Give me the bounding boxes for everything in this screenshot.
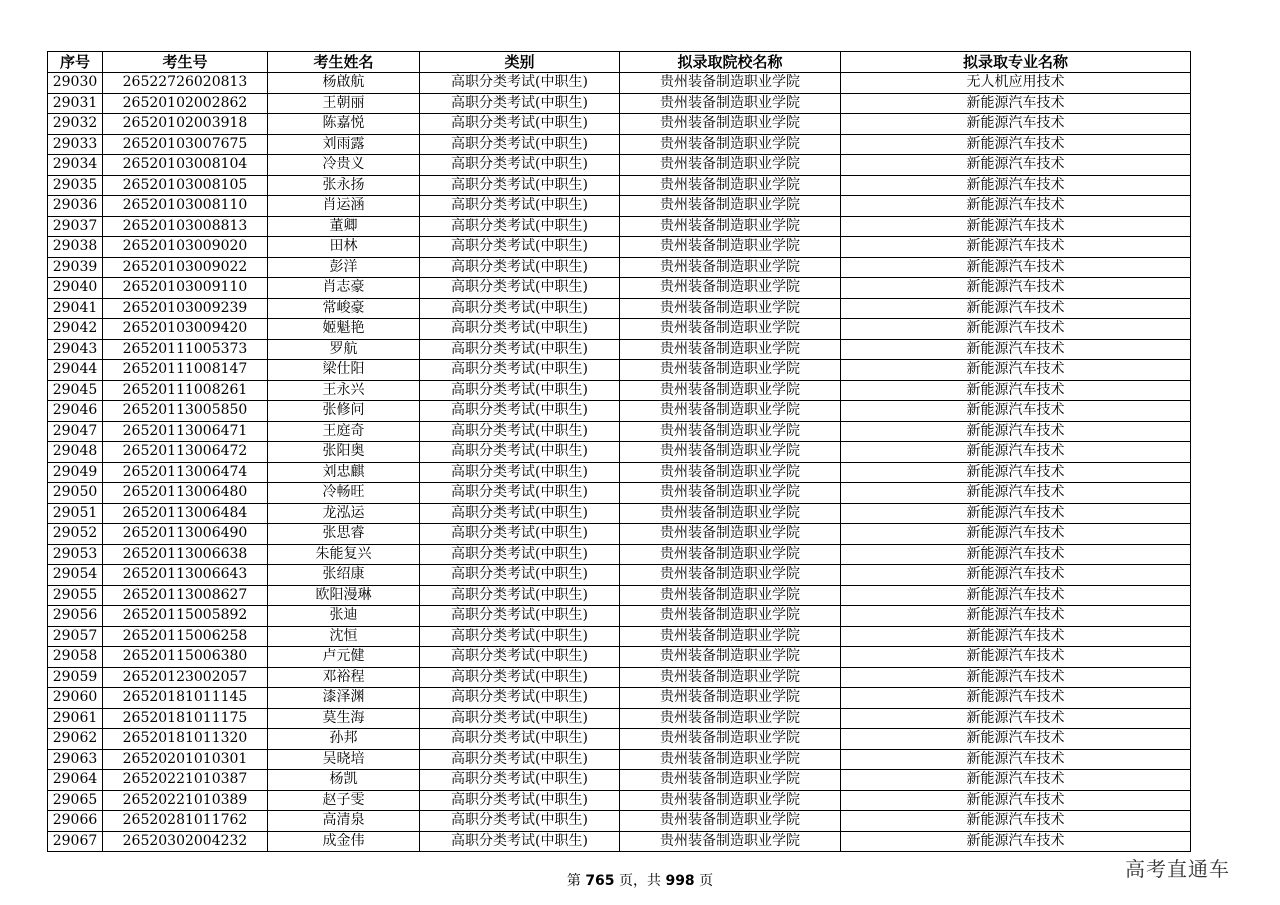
footer-suffix: 页 <box>699 873 714 889</box>
serial-cell: 29054 <box>48 565 103 586</box>
school-name-cell: 贵州装备制造职业学院 <box>620 790 841 811</box>
school-name-cell: 贵州装备制造职业学院 <box>620 565 841 586</box>
table-row <box>48 155 1191 176</box>
student-name-cell: 张修问 <box>268 401 420 422</box>
admission-table <box>47 51 1191 852</box>
school-name-cell: 贵州装备制造职业学院 <box>620 831 841 852</box>
exam-number-cell: 26520115006258 <box>103 626 268 647</box>
student-name-cell: 陈嘉悦 <box>268 114 420 135</box>
serial-cell: 29045 <box>48 380 103 401</box>
school-name-cell: 贵州装备制造职业学院 <box>620 811 841 832</box>
serial-cell: 29046 <box>48 401 103 422</box>
exam-number-cell: 26520103008110 <box>103 196 268 217</box>
exam-number-cell: 26520113006490 <box>103 524 268 545</box>
student-name-cell: 彭洋 <box>268 257 420 278</box>
student-name-cell: 沈恒 <box>268 626 420 647</box>
student-name-cell: 高清泉 <box>268 811 420 832</box>
major-name-cell: 新能源汽车技术 <box>841 360 1191 381</box>
major-name-cell: 新能源汽车技术 <box>841 770 1191 791</box>
exam-number-cell: 26520103008105 <box>103 175 268 196</box>
school-name-cell: 贵州装备制造职业学院 <box>620 134 841 155</box>
student-name-cell: 卢元健 <box>268 647 420 668</box>
category-cell: 高职分类考试(中职生) <box>420 688 620 709</box>
serial-cell: 29062 <box>48 729 103 750</box>
student-name-cell: 漆泽渊 <box>268 688 420 709</box>
table-row <box>48 462 1191 483</box>
header-student-name: 考生姓名 <box>268 52 420 73</box>
student-name-cell: 冷畅旺 <box>268 483 420 504</box>
major-name-cell: 新能源汽车技术 <box>841 729 1191 750</box>
major-name-cell: 新能源汽车技术 <box>841 319 1191 340</box>
table-row <box>48 503 1191 524</box>
major-name-cell: 新能源汽车技术 <box>841 339 1191 360</box>
student-name-cell: 王庭奇 <box>268 421 420 442</box>
table-row <box>48 647 1191 668</box>
exam-number-cell: 26520103009020 <box>103 237 268 258</box>
school-name-cell: 贵州装备制造职业学院 <box>620 257 841 278</box>
table-header-row <box>48 52 1191 73</box>
serial-cell: 29043 <box>48 339 103 360</box>
major-name-cell: 新能源汽车技术 <box>841 585 1191 606</box>
serial-cell: 29063 <box>48 749 103 770</box>
school-name-cell: 贵州装备制造职业学院 <box>620 155 841 176</box>
serial-cell: 29032 <box>48 114 103 135</box>
school-name-cell: 贵州装备制造职业学院 <box>620 524 841 545</box>
exam-number-cell: 26520181011175 <box>103 708 268 729</box>
student-name-cell: 朱能复兴 <box>268 544 420 565</box>
category-cell: 高职分类考试(中职生) <box>420 360 620 381</box>
serial-cell: 29031 <box>48 93 103 114</box>
table-row <box>48 257 1191 278</box>
table-row <box>48 667 1191 688</box>
category-cell: 高职分类考试(中职生) <box>420 503 620 524</box>
table-row <box>48 442 1191 463</box>
category-cell: 高职分类考试(中职生) <box>420 831 620 852</box>
school-name-cell: 贵州装备制造职业学院 <box>620 175 841 196</box>
header-school-name: 拟录取院校名称 <box>620 52 841 73</box>
major-name-cell: 新能源汽车技术 <box>841 811 1191 832</box>
category-cell: 高职分类考试(中职生) <box>420 585 620 606</box>
student-name-cell: 孙邦 <box>268 729 420 750</box>
student-name-cell: 邓裕程 <box>268 667 420 688</box>
serial-cell: 29047 <box>48 421 103 442</box>
table-row <box>48 708 1191 729</box>
table-row <box>48 831 1191 852</box>
major-name-cell: 新能源汽车技术 <box>841 606 1191 627</box>
major-name-cell: 无人机应用技术 <box>841 73 1191 94</box>
exam-number-cell: 26520181011320 <box>103 729 268 750</box>
serial-cell: 29036 <box>48 196 103 217</box>
header-exam-number: 考生号 <box>103 52 268 73</box>
serial-cell: 29034 <box>48 155 103 176</box>
exam-number-cell: 26520115006380 <box>103 647 268 668</box>
category-cell: 高职分类考试(中职生) <box>420 708 620 729</box>
table-row <box>48 544 1191 565</box>
exam-number-cell: 26520102003918 <box>103 114 268 135</box>
header-category: 类别 <box>420 52 620 73</box>
major-name-cell: 新能源汽车技术 <box>841 421 1191 442</box>
serial-cell: 29041 <box>48 298 103 319</box>
serial-cell: 29039 <box>48 257 103 278</box>
category-cell: 高职分类考试(中职生) <box>420 565 620 586</box>
table-row <box>48 688 1191 709</box>
table-row <box>48 134 1191 155</box>
exam-number-cell: 26520111008261 <box>103 380 268 401</box>
exam-number-cell: 26520115005892 <box>103 606 268 627</box>
school-name-cell: 贵州装备制造职业学院 <box>620 462 841 483</box>
student-name-cell: 张迪 <box>268 606 420 627</box>
table-row <box>48 319 1191 340</box>
school-name-cell: 贵州装备制造职业学院 <box>620 770 841 791</box>
exam-number-cell: 26520113006480 <box>103 483 268 504</box>
serial-cell: 29050 <box>48 483 103 504</box>
category-cell: 高职分类考试(中职生) <box>420 278 620 299</box>
exam-number-cell: 26520113005850 <box>103 401 268 422</box>
student-name-cell: 王朝丽 <box>268 93 420 114</box>
school-name-cell: 贵州装备制造职业学院 <box>620 278 841 299</box>
exam-number-cell: 26520102002862 <box>103 93 268 114</box>
major-name-cell: 新能源汽车技术 <box>841 708 1191 729</box>
major-name-cell: 新能源汽车技术 <box>841 462 1191 483</box>
category-cell: 高职分类考试(中职生) <box>420 257 620 278</box>
category-cell: 高职分类考试(中职生) <box>420 442 620 463</box>
table-row <box>48 196 1191 217</box>
exam-number-cell: 26520113006474 <box>103 462 268 483</box>
category-cell: 高职分类考试(中职生) <box>420 647 620 668</box>
category-cell: 高职分类考试(中职生) <box>420 319 620 340</box>
serial-cell: 29061 <box>48 708 103 729</box>
school-name-cell: 贵州装备制造职业学院 <box>620 708 841 729</box>
major-name-cell: 新能源汽车技术 <box>841 196 1191 217</box>
student-name-cell: 赵子雯 <box>268 790 420 811</box>
table-row <box>48 380 1191 401</box>
category-cell: 高职分类考试(中职生) <box>420 216 620 237</box>
school-name-cell: 贵州装备制造职业学院 <box>620 749 841 770</box>
school-name-cell: 贵州装备制造职业学院 <box>620 647 841 668</box>
exam-number-cell: 26520111005373 <box>103 339 268 360</box>
table-row <box>48 729 1191 750</box>
school-name-cell: 贵州装备制造职业学院 <box>620 442 841 463</box>
exam-number-cell: 26522726020813 <box>103 73 268 94</box>
category-cell: 高职分类考试(中职生) <box>420 667 620 688</box>
table-row <box>48 749 1191 770</box>
student-name-cell: 张阳奥 <box>268 442 420 463</box>
serial-cell: 29067 <box>48 831 103 852</box>
major-name-cell: 新能源汽车技术 <box>841 114 1191 135</box>
table-row <box>48 175 1191 196</box>
school-name-cell: 贵州装备制造职业学院 <box>620 237 841 258</box>
major-name-cell: 新能源汽车技术 <box>841 667 1191 688</box>
major-name-cell: 新能源汽车技术 <box>841 790 1191 811</box>
table-row <box>48 626 1191 647</box>
school-name-cell: 贵州装备制造职业学院 <box>620 380 841 401</box>
table-row <box>48 237 1191 258</box>
serial-cell: 29044 <box>48 360 103 381</box>
category-cell: 高职分类考试(中职生) <box>420 483 620 504</box>
table-row <box>48 93 1191 114</box>
exam-number-cell: 26520111008147 <box>103 360 268 381</box>
header-serial: 序号 <box>48 52 103 73</box>
student-name-cell: 刘忠麒 <box>268 462 420 483</box>
exam-number-cell: 26520103009239 <box>103 298 268 319</box>
category-cell: 高职分类考试(中职生) <box>420 544 620 565</box>
major-name-cell: 新能源汽车技术 <box>841 442 1191 463</box>
exam-number-cell: 26520103007675 <box>103 134 268 155</box>
table-row <box>48 483 1191 504</box>
table-row <box>48 585 1191 606</box>
school-name-cell: 贵州装备制造职业学院 <box>620 339 841 360</box>
serial-cell: 29065 <box>48 790 103 811</box>
major-name-cell: 新能源汽车技术 <box>841 565 1191 586</box>
major-name-cell: 新能源汽车技术 <box>841 688 1191 709</box>
student-name-cell: 王永兴 <box>268 380 420 401</box>
school-name-cell: 贵州装备制造职业学院 <box>620 93 841 114</box>
major-name-cell: 新能源汽车技术 <box>841 216 1191 237</box>
school-name-cell: 贵州装备制造职业学院 <box>620 298 841 319</box>
serial-cell: 29035 <box>48 175 103 196</box>
major-name-cell: 新能源汽车技术 <box>841 237 1191 258</box>
student-name-cell: 董卿 <box>268 216 420 237</box>
category-cell: 高职分类考试(中职生) <box>420 298 620 319</box>
serial-cell: 29060 <box>48 688 103 709</box>
table-row <box>48 401 1191 422</box>
school-name-cell: 贵州装备制造职业学院 <box>620 421 841 442</box>
serial-cell: 29042 <box>48 319 103 340</box>
table-row <box>48 216 1191 237</box>
school-name-cell: 贵州装备制造职业学院 <box>620 729 841 750</box>
school-name-cell: 贵州装备制造职业学院 <box>620 483 841 504</box>
table-row <box>48 565 1191 586</box>
school-name-cell: 贵州装备制造职业学院 <box>620 626 841 647</box>
category-cell: 高职分类考试(中职生) <box>420 749 620 770</box>
category-cell: 高职分类考试(中职生) <box>420 134 620 155</box>
footer-middle: 页，共 <box>619 873 661 889</box>
serial-cell: 29055 <box>48 585 103 606</box>
exam-number-cell: 26520113008627 <box>103 585 268 606</box>
student-name-cell: 杨啟航 <box>268 73 420 94</box>
exam-number-cell: 26520281011762 <box>103 811 268 832</box>
major-name-cell: 新能源汽车技术 <box>841 749 1191 770</box>
category-cell: 高职分类考试(中职生) <box>420 93 620 114</box>
serial-cell: 29048 <box>48 442 103 463</box>
category-cell: 高职分类考试(中职生) <box>420 626 620 647</box>
category-cell: 高职分类考试(中职生) <box>420 729 620 750</box>
header-major-name: 拟录取专业名称 <box>841 52 1191 73</box>
school-name-cell: 贵州装备制造职业学院 <box>620 319 841 340</box>
table-row <box>48 360 1191 381</box>
page-footer <box>0 870 1280 890</box>
category-cell: 高职分类考试(中职生) <box>420 196 620 217</box>
category-cell: 高职分类考试(中职生) <box>420 401 620 422</box>
student-name-cell: 刘雨露 <box>268 134 420 155</box>
major-name-cell: 新能源汽车技术 <box>841 298 1191 319</box>
exam-number-cell: 26520221010387 <box>103 770 268 791</box>
table-row <box>48 278 1191 299</box>
exam-number-cell: 26520103009420 <box>103 319 268 340</box>
table-row <box>48 606 1191 627</box>
exam-number-cell: 26520302004232 <box>103 831 268 852</box>
table-row <box>48 811 1191 832</box>
category-cell: 高职分类考试(中职生) <box>420 237 620 258</box>
serial-cell: 29030 <box>48 73 103 94</box>
exam-number-cell: 26520103009110 <box>103 278 268 299</box>
serial-cell: 29057 <box>48 626 103 647</box>
table-row <box>48 73 1191 94</box>
student-name-cell: 罗航 <box>268 339 420 360</box>
student-name-cell: 张永扬 <box>268 175 420 196</box>
major-name-cell: 新能源汽车技术 <box>841 155 1191 176</box>
school-name-cell: 贵州装备制造职业学院 <box>620 196 841 217</box>
exam-number-cell: 26520103008104 <box>103 155 268 176</box>
school-name-cell: 贵州装备制造职业学院 <box>620 544 841 565</box>
serial-cell: 29066 <box>48 811 103 832</box>
exam-number-cell: 26520123002057 <box>103 667 268 688</box>
category-cell: 高职分类考试(中职生) <box>420 790 620 811</box>
school-name-cell: 贵州装备制造职业学院 <box>620 606 841 627</box>
table-row <box>48 298 1191 319</box>
major-name-cell: 新能源汽车技术 <box>841 831 1191 852</box>
serial-cell: 29053 <box>48 544 103 565</box>
serial-cell: 29064 <box>48 770 103 791</box>
student-name-cell: 肖志豪 <box>268 278 420 299</box>
serial-cell: 29059 <box>48 667 103 688</box>
student-name-cell: 龙泓运 <box>268 503 420 524</box>
table-row <box>48 421 1191 442</box>
table-row <box>48 770 1191 791</box>
serial-cell: 29058 <box>48 647 103 668</box>
major-name-cell: 新能源汽车技术 <box>841 647 1191 668</box>
student-name-cell: 姬魁艳 <box>268 319 420 340</box>
category-cell: 高职分类考试(中职生) <box>420 155 620 176</box>
serial-cell: 29037 <box>48 216 103 237</box>
category-cell: 高职分类考试(中职生) <box>420 73 620 94</box>
student-name-cell: 张思睿 <box>268 524 420 545</box>
student-name-cell: 吴晓培 <box>268 749 420 770</box>
exam-number-cell: 26520221010389 <box>103 790 268 811</box>
exam-number-cell: 26520113006643 <box>103 565 268 586</box>
exam-number-cell: 26520201010301 <box>103 749 268 770</box>
school-name-cell: 贵州装备制造职业学院 <box>620 73 841 94</box>
exam-number-cell: 26520113006472 <box>103 442 268 463</box>
category-cell: 高职分类考试(中职生) <box>420 114 620 135</box>
footer-prefix: 第 <box>566 873 581 889</box>
serial-cell: 29051 <box>48 503 103 524</box>
student-name-cell: 张绍康 <box>268 565 420 586</box>
student-name-cell: 欧阳漫琳 <box>268 585 420 606</box>
exam-number-cell: 26520113006484 <box>103 503 268 524</box>
source-watermark: 高考直通车 <box>1125 857 1230 881</box>
serial-cell: 29033 <box>48 134 103 155</box>
major-name-cell: 新能源汽车技术 <box>841 380 1191 401</box>
student-name-cell: 冷贵义 <box>268 155 420 176</box>
student-name-cell: 莫生海 <box>268 708 420 729</box>
category-cell: 高职分类考试(中职生) <box>420 380 620 401</box>
serial-cell: 29040 <box>48 278 103 299</box>
table-body <box>48 73 1191 852</box>
serial-cell: 29049 <box>48 462 103 483</box>
student-name-cell: 成金伟 <box>268 831 420 852</box>
school-name-cell: 贵州装备制造职业学院 <box>620 114 841 135</box>
major-name-cell: 新能源汽车技术 <box>841 93 1191 114</box>
school-name-cell: 贵州装备制造职业学院 <box>620 585 841 606</box>
major-name-cell: 新能源汽车技术 <box>841 134 1191 155</box>
student-name-cell: 梁仕阳 <box>268 360 420 381</box>
category-cell: 高职分类考试(中职生) <box>420 175 620 196</box>
table-row <box>48 114 1191 135</box>
exam-number-cell: 26520103008813 <box>103 216 268 237</box>
category-cell: 高职分类考试(中职生) <box>420 811 620 832</box>
student-name-cell: 常峻豪 <box>268 298 420 319</box>
category-cell: 高职分类考试(中职生) <box>420 606 620 627</box>
student-name-cell: 肖运涵 <box>268 196 420 217</box>
table-row <box>48 790 1191 811</box>
category-cell: 高职分类考试(中职生) <box>420 462 620 483</box>
school-name-cell: 贵州装备制造职业学院 <box>620 503 841 524</box>
exam-number-cell: 26520103009022 <box>103 257 268 278</box>
student-name-cell: 杨凯 <box>268 770 420 791</box>
major-name-cell: 新能源汽车技术 <box>841 278 1191 299</box>
category-cell: 高职分类考试(中职生) <box>420 421 620 442</box>
exam-number-cell: 26520113006471 <box>103 421 268 442</box>
serial-cell: 29052 <box>48 524 103 545</box>
school-name-cell: 贵州装备制造职业学院 <box>620 688 841 709</box>
category-cell: 高职分类考试(中职生) <box>420 339 620 360</box>
major-name-cell: 新能源汽车技术 <box>841 503 1191 524</box>
exam-number-cell: 26520181011145 <box>103 688 268 709</box>
table-row <box>48 339 1191 360</box>
major-name-cell: 新能源汽车技术 <box>841 626 1191 647</box>
student-name-cell: 田林 <box>268 237 420 258</box>
major-name-cell: 新能源汽车技术 <box>841 544 1191 565</box>
school-name-cell: 贵州装备制造职业学院 <box>620 216 841 237</box>
serial-cell: 29056 <box>48 606 103 627</box>
category-cell: 高职分类考试(中职生) <box>420 524 620 545</box>
table-row <box>48 524 1191 545</box>
school-name-cell: 贵州装备制造职业学院 <box>620 401 841 422</box>
category-cell: 高职分类考试(中职生) <box>420 770 620 791</box>
school-name-cell: 贵州装备制造职业学院 <box>620 360 841 381</box>
major-name-cell: 新能源汽车技术 <box>841 257 1191 278</box>
footer-total-pages: 998 <box>665 873 695 889</box>
major-name-cell: 新能源汽车技术 <box>841 524 1191 545</box>
exam-number-cell: 26520113006638 <box>103 544 268 565</box>
major-name-cell: 新能源汽车技术 <box>841 175 1191 196</box>
major-name-cell: 新能源汽车技术 <box>841 483 1191 504</box>
major-name-cell: 新能源汽车技术 <box>841 401 1191 422</box>
serial-cell: 29038 <box>48 237 103 258</box>
school-name-cell: 贵州装备制造职业学院 <box>620 667 841 688</box>
footer-current-page: 765 <box>585 873 615 889</box>
